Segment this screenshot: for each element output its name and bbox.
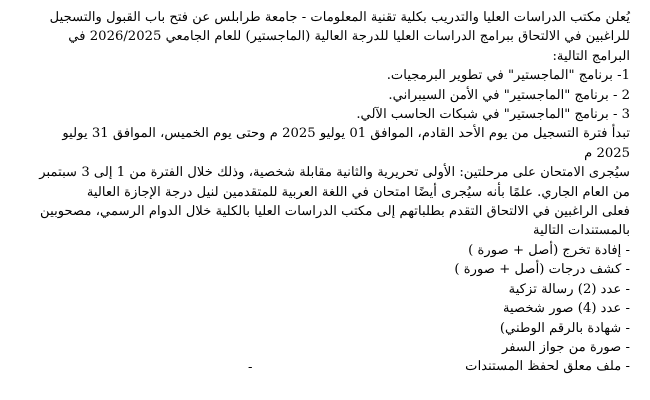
programs-list: [32, 66, 630, 124]
document-item: - شهادة بالرقم الوطني): [499, 320, 630, 336]
document-item: - إفادة تخرج (أصل + صورة ): [468, 242, 630, 258]
document-item: - كشف درجات (أصل + صورة ): [454, 262, 630, 278]
required-documents-list: [32, 241, 630, 377]
document-item: - ملف معلق لحفظ المستندات: [465, 359, 630, 375]
document-item: - عدد (4) صور شخصية: [502, 301, 630, 317]
program-item: 3 - برنامج "الماجستير" في شبكات الحاسب الآلي.: [356, 107, 630, 123]
intro-paragraph: يُعلن مكتب الدراسات العليا والتدريب بكلية تقنية المعلومات - جامعة طرابلس عن فتح باب القبول والتسجيل للراغبين في الالتحاق ببرامج الدراسات العليا للدرجة العالية (الماجستير) للعام الجامعي 2026/2025 في البرامج التالية:: [49, 10, 630, 64]
document-item: - صورة من جواز السفر: [501, 339, 630, 355]
exam-paragraph: سيُجرى الامتحان على مرحلتين: الأولى تحريرية والثانية مقابلة شخصية، وذلك خلال الفترة من 1 إلى 3 سبتمبر من العام الجاري. علمًا بأنه سيُجرى أيضًا امتحان في اللغة العربية للمتقدمين لنيل درجة الإجازة العالية: [39, 165, 630, 200]
registration-period-paragraph: تبدأ فترة التسجيل من يوم الأحد القادم، الموافق 01 يوليو 2025 م وحتى يوم الخميس، الموافق 31 يوليو 2025 م: [62, 126, 630, 161]
program-item: 2 - برنامج "الماجستير" في الأمن السيبراني.: [388, 87, 630, 103]
program-item: 1- برنامج "الماجستير" في تطوير البرمجيات.: [386, 68, 630, 84]
announcement-document: [32, 8, 630, 377]
stray-dash-mark: -: [248, 360, 253, 375]
document-item: - عدد (2) رسالة تزكية: [508, 281, 630, 297]
apply-notice-paragraph: فعلى الراغبين في الالتحاق التقدم بطلباتهم إلى مكتب الدراسات العليا بالكلية خلال الدوام الرسمي، مصحوبين بالمستندات التالية: [40, 204, 630, 239]
